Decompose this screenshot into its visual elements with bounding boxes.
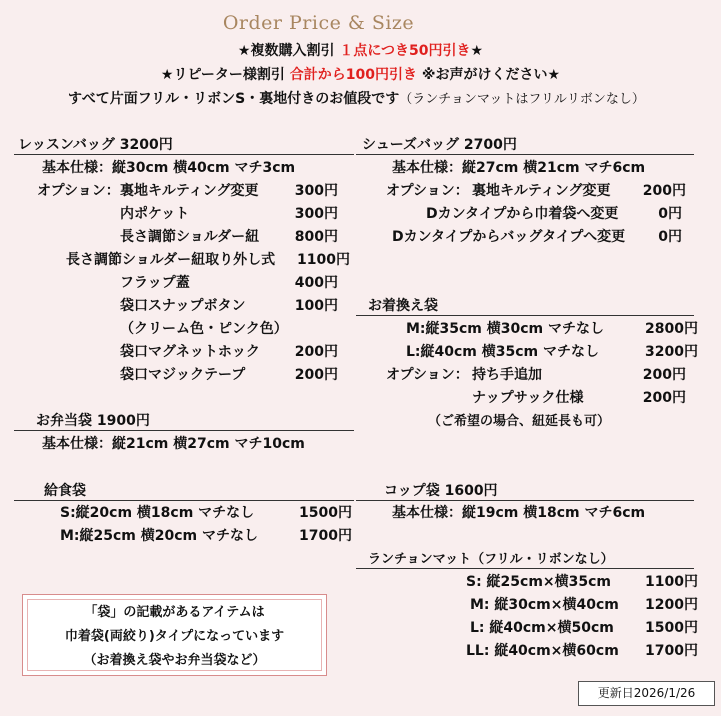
discount-star: ★ bbox=[470, 43, 484, 59]
option-price: 200円 bbox=[294, 367, 338, 383]
option-price: 800円 bbox=[294, 229, 338, 245]
price-note-main: すべて片面フリル・リボンS・裏地付きのお値段です bbox=[68, 91, 400, 107]
size-name: L:縦40cm 横35cm マチなし bbox=[406, 344, 600, 360]
repeater-note: ※お声がけください★ bbox=[417, 67, 561, 83]
lesson-bag-option-label: オプション： bbox=[37, 183, 120, 199]
note-line: （お着換え袋やお弁当袋など） bbox=[83, 653, 266, 668]
cup-bag-rule bbox=[356, 500, 694, 501]
multi-purchase-discount bbox=[0, 40, 721, 60]
discount-text: ★複数購入割引 bbox=[237, 43, 340, 59]
option-price: 300円 bbox=[294, 206, 338, 222]
changing-bag-option-label: オプション： bbox=[386, 367, 469, 383]
price-note bbox=[68, 88, 645, 108]
option-name: 裏地キルティング変更 bbox=[472, 183, 611, 199]
option-color-note: （クリーム色・ピンク色） bbox=[120, 321, 288, 337]
changing-bag-rule bbox=[356, 315, 694, 316]
lunch-bag-heading: お弁当袋 1900円 bbox=[36, 413, 150, 429]
size-price: 3200円 bbox=[645, 344, 698, 360]
shoes-bag-option-label: オプション： bbox=[386, 183, 469, 199]
size-price: 2800円 bbox=[645, 321, 698, 337]
size-name: M:縦35cm 横30cm マチなし bbox=[406, 321, 605, 337]
shoes-bag-basic: 基本仕様：縦27cm 横21cm マチ6cm bbox=[392, 160, 646, 176]
lesson-bag-basic: 基本仕様：縦30cm 横40cm マチ3cm bbox=[42, 160, 296, 176]
updated-date: 更新日2026/1/26 bbox=[578, 681, 715, 706]
option-price: 400円 bbox=[294, 275, 338, 291]
option-name: 袋口マグネットホック bbox=[120, 344, 260, 360]
size-price: 1500円 bbox=[645, 620, 698, 636]
size-name: S:縦20cm 横18cm マチなし bbox=[60, 505, 255, 521]
option-name: 裏地キルティング変更 bbox=[120, 183, 259, 199]
option-price: 200円 bbox=[642, 183, 686, 199]
option-price: 200円 bbox=[642, 367, 686, 383]
repeater-highlight: 合計から100円引き bbox=[289, 67, 418, 83]
size-price: 1200円 bbox=[645, 597, 698, 613]
luncheon-mat-rule bbox=[356, 568, 694, 569]
size-name: S: 縦25cm×横35cm bbox=[466, 574, 612, 590]
option-name: Dカンタイプからバッグタイプへ変更 bbox=[392, 229, 626, 245]
option-price: 200円 bbox=[294, 344, 338, 360]
repeater-discount bbox=[0, 64, 721, 84]
school-lunch-bag-heading: 給食袋 bbox=[44, 483, 86, 499]
size-name: M: 縦30cm×横40cm bbox=[470, 597, 619, 613]
size-price: 1700円 bbox=[299, 528, 352, 544]
option-name: 袋口スナップボタン bbox=[120, 298, 246, 314]
option-price: 1100円 bbox=[297, 252, 350, 268]
size-name: M:縦25cm 横20cm マチなし bbox=[60, 528, 259, 544]
option-name: ナップサック仕様 bbox=[472, 390, 584, 406]
size-price: 1500円 bbox=[299, 505, 352, 521]
shoes-bag-heading: シューズバッグ 2700円 bbox=[362, 137, 517, 153]
note-line: 「袋」の記載があるアイテムは bbox=[84, 605, 265, 620]
option-price: 200円 bbox=[642, 390, 686, 406]
cup-bag-basic: 基本仕様：縦19cm 横18cm マチ6cm bbox=[392, 505, 646, 521]
option-price: 0円 bbox=[658, 206, 682, 222]
size-price: 1700円 bbox=[630, 640, 698, 660]
note-line: 巾着袋(両絞り)タイプになっています bbox=[64, 629, 285, 644]
option-name: 長さ調節ショルダー紐 bbox=[120, 229, 260, 245]
option-name: Dカンタイプから巾着袋へ変更 bbox=[426, 206, 619, 222]
option-name: 内ポケット bbox=[120, 206, 190, 222]
option-name: 持ち手追加 bbox=[472, 367, 542, 383]
lesson-bag-heading: レッスンバッグ 3200円 bbox=[18, 137, 173, 153]
changing-bag-note: （ご希望の場合、紐延長も可） bbox=[428, 414, 611, 429]
changing-bag-heading: お着換え袋 bbox=[368, 298, 438, 314]
lunch-bag-basic: 基本仕様：縦21cm 横27cm マチ10cm bbox=[42, 436, 305, 452]
size-name: L: 縦40cm×横50cm bbox=[470, 620, 614, 636]
discount-highlight: １点につき50円引き bbox=[339, 43, 471, 59]
lesson-bag-rule bbox=[14, 154, 354, 155]
option-price: 300円 bbox=[294, 183, 338, 199]
lunch-bag-rule bbox=[14, 430, 354, 431]
option-price: 0円 bbox=[658, 229, 682, 245]
option-name: 袋口マジックテープ bbox=[120, 367, 246, 383]
size-name: LL: 縦40cm×横60cm bbox=[466, 643, 619, 659]
cup-bag-heading: コップ袋 1600円 bbox=[384, 483, 498, 499]
size-price: 1100円 bbox=[645, 574, 698, 590]
option-name: フラップ蓋 bbox=[120, 275, 190, 291]
shoes-bag-rule bbox=[356, 154, 694, 155]
page-title: Order Price & Size bbox=[222, 12, 415, 34]
luncheon-mat-heading: ランチョンマット（フリル・リボンなし） bbox=[368, 552, 614, 567]
item-type-note-box bbox=[22, 594, 327, 676]
school-lunch-bag-rule bbox=[14, 500, 354, 501]
repeater-text: ★リピーター様割引 bbox=[160, 67, 290, 83]
option-name: 長さ調節ショルダー紐取り外し式 bbox=[66, 252, 276, 268]
option-price: 100円 bbox=[294, 298, 338, 314]
price-note-sub: （ランチョンマットはフリルリボンなし） bbox=[399, 92, 645, 107]
